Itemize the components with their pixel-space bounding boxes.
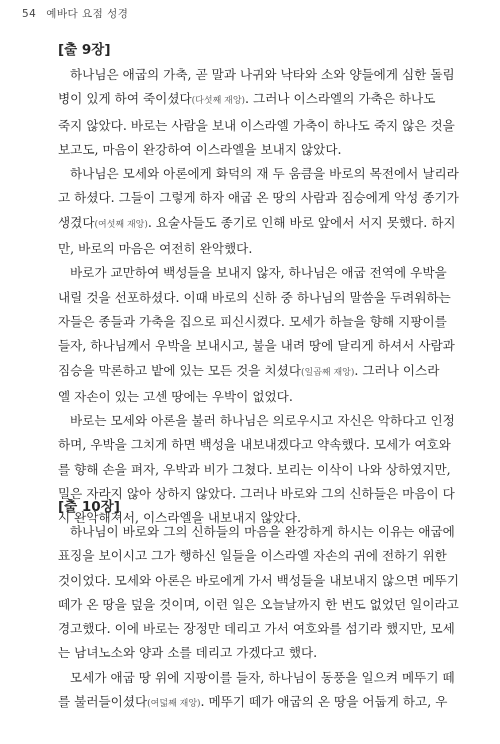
- text-segment: 만, 바로의 마음은 여전히 완악했다.: [58, 241, 253, 257]
- text-segment: 를 불러들이셨다: [58, 694, 148, 710]
- section-exodus-10: [58, 495, 459, 716]
- text-line: [58, 359, 453, 385]
- text-segment: 하며, 우박을 그치게 하면 백성을 내보내겠다고 약속했다. 모세가 여호와: [58, 437, 451, 453]
- text-segment: 하나님은 애굽의 가축, 곧 말과 나귀와 낙타와 소와 양들에게 심한 돌림: [70, 67, 455, 82]
- paragraph: [58, 63, 453, 162]
- text-line: [58, 641, 453, 665]
- text-line: [58, 666, 453, 690]
- text-segment: 고 하셨다. 그들이 그렇게 하자 애굽 온 땅의 사람과 짐승에게 악성 종기가: [58, 190, 459, 206]
- text-segment: 죽지 않았다. 바로는 사람을 보내 이스라엘 가축이 하나도 죽지 않은 것을: [58, 117, 455, 133]
- text-line: [58, 237, 453, 261]
- text-segment: 모세가 애굽 땅 위에 지팡이를 들자, 하나님이 동풍을 일으켜 메뚜기 떼: [70, 669, 455, 685]
- book-title: 예바다 요점 성경: [46, 8, 129, 20]
- text-line: [58, 138, 453, 162]
- text-segment: 하나님은 모세와 아론에게 화덕의 재 두 움큼을 바로의 목전에서 날리라: [70, 166, 459, 182]
- plague-note: (일곱째 재앙): [301, 367, 355, 378]
- paragraph: [58, 520, 459, 666]
- text-segment: 생겼다: [58, 214, 95, 230]
- text-line: [58, 569, 459, 593]
- text-line: [58, 690, 453, 716]
- section-exodus-9: [58, 38, 459, 531]
- paragraph: [58, 162, 459, 261]
- text-segment: 들자, 하나님께서 우박을 보내시고, 불을 내려 땅에 달리게 하셔서 사람과: [58, 338, 455, 354]
- paragraph: [58, 261, 453, 409]
- text-line: [58, 211, 456, 237]
- text-segment: 보고도, 마음이 완강하여 이스라엘을 보내지 않았다.: [58, 141, 342, 157]
- text-segment: 바로는 모세와 아론을 불러 하나님은 의로우시고 자신은 악하다고 인정: [70, 413, 455, 429]
- text-line: [58, 186, 459, 210]
- section-heading: [출 9장]: [58, 42, 111, 58]
- text-line: [58, 409, 453, 433]
- text-line: [58, 162, 459, 186]
- text-segment: 것이었다. 모세와 아론은 바로에게 가서 백성들을 내보내지 않으면 메뚜기: [58, 572, 459, 588]
- text-segment: . 그러나 이스라: [354, 362, 440, 378]
- text-segment: 경고했다. 이에 바로는 장정만 데리고 가서 여호와를 섬기라 했지만, 모세: [58, 621, 455, 637]
- running-header: [22, 6, 128, 21]
- text-segment: 밀은 자라지 않아 상하지 않았다. 그러나 바로와 그의 신하들은 마음이 다: [58, 486, 455, 502]
- section-body: [58, 520, 459, 716]
- text-line: [58, 385, 453, 409]
- text-line: [58, 617, 453, 641]
- text-segment: . 요술사들도 종기로 인해 바로 앞에서 서지 못했다. 하지: [147, 214, 456, 230]
- page-number: 54: [22, 8, 37, 20]
- plague-note: (다섯째 재앙): [191, 96, 246, 107]
- text-segment: 바로가 교만하여 백성들을 보내지 않자, 하나님은 애굽 전역에 우박을: [70, 265, 447, 281]
- text-line: [58, 520, 453, 544]
- text-segment: . 그러나 이스라엘의 가축은 하나도: [245, 91, 436, 107]
- section-body: [58, 63, 459, 531]
- plague-note: (여덟째 재앙): [147, 699, 201, 710]
- paragraph: [58, 666, 453, 717]
- section-heading: [출 10장]: [58, 499, 120, 515]
- text-segment: 떼가 온 땅을 덮을 것이며, 이런 일은 오늘날까지 한 번도 없었던 일이라고: [58, 596, 459, 612]
- text-segment: 엘 자손이 있는 고센 땅에는 우박이 없었다.: [58, 388, 293, 404]
- text-segment: 짐승을 막론하고 밭에 있는 모든 것을 치셨다: [58, 362, 301, 378]
- text-segment: . 메뚜기 떼가 애굽의 온 땅을 어둡게 하고, 우: [200, 694, 448, 710]
- text-line: [58, 286, 453, 310]
- text-segment: 자들은 종들과 가축을 집으로 피신시켰다. 모세가 하늘을 향해 지팡이를: [58, 313, 447, 329]
- text-segment: 를 향해 손을 펴자, 우박과 비가 그쳤다. 보리는 이삭이 나와 상하였지만,: [58, 461, 451, 477]
- text-line: [58, 261, 453, 285]
- text-segment: 는 남녀노소와 양과 소를 데리고 가겠다고 했다.: [58, 645, 318, 661]
- text-line: [58, 544, 453, 568]
- text-segment: 병이 있게 하여 죽이셨다: [58, 91, 192, 107]
- text-line: [58, 114, 453, 138]
- text-line: [58, 87, 453, 113]
- plague-note: (여섯째 재앙): [94, 219, 148, 230]
- text-segment: 하나님이 바로와 그의 신하들의 마음을 완강하게 하시는 이유는 애굽에: [70, 524, 455, 539]
- text-segment: 표징을 보이시고 그가 행하신 일들을 이스라엘 자손의 귀에 전하기 위한: [58, 548, 447, 564]
- text-line: [58, 593, 459, 617]
- text-line: [58, 310, 453, 334]
- text-segment: 내릴 것을 선포하셨다. 이때 바로의 신하 중 하나님의 말씀을 두려워하는: [58, 289, 451, 305]
- text-line: [58, 433, 453, 457]
- text-line: [58, 458, 453, 482]
- text-line: [58, 334, 453, 358]
- text-segment: 시 완악해져서, 이스라엘을 내보내지 않았다.: [58, 510, 301, 526]
- text-line: [58, 63, 453, 87]
